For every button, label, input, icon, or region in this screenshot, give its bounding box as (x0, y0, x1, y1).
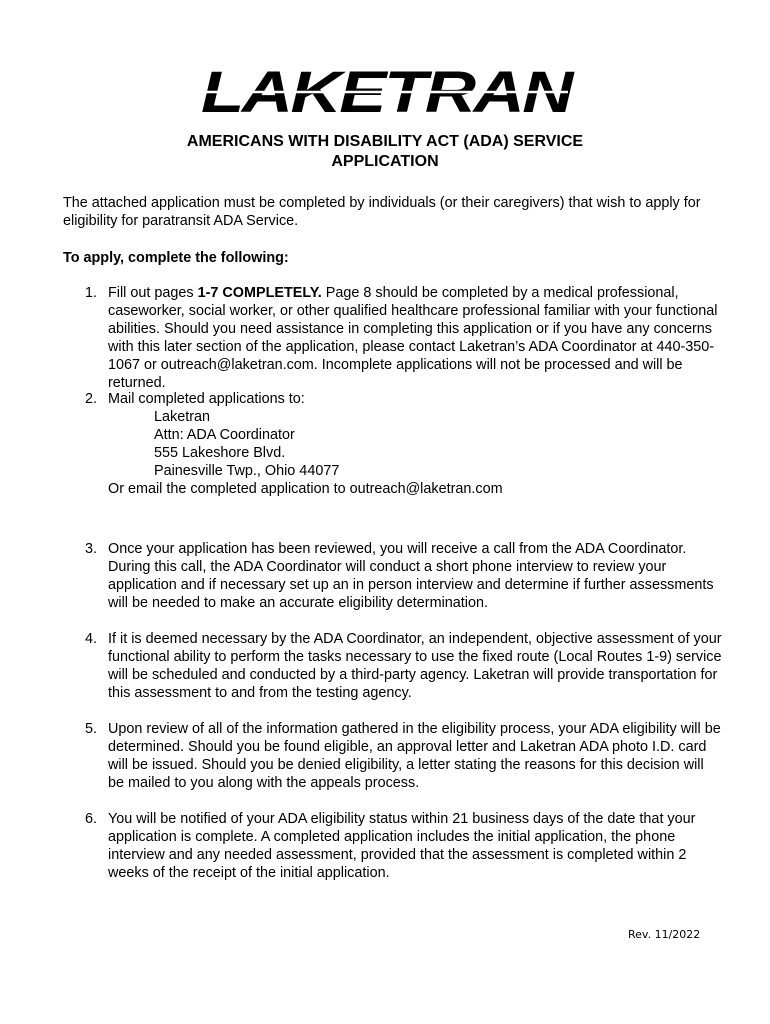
step-text: Once your application has been reviewed, you will receive a call from the ADA Coordinator. During this call, the ADA Coordinator will conduct a short phone interview to review your application and if necessary set up an in person interview and determine if further assessments will be needed to make an accurate eligibility determination. (108, 541, 714, 611)
list-item-step-2 (63, 390, 723, 540)
revision-date: Rev. 11/2022 (628, 928, 701, 941)
laketran-logo (196, 66, 576, 118)
laketran-logo-graphic (196, 66, 576, 118)
step-text-bold: 1-7 COMPLETELY. (197, 285, 322, 301)
intro-paragraph: The attached application must be completed by individuals (or their caregivers) that wish to apply for eligibility for paratransit ADA Service. (63, 195, 701, 229)
address-line-3: 555 Lakeshore Blvd. (154, 445, 286, 461)
step-text: You will be notified of your ADA eligibility status within 21 business days of the date that your application is complete. A completed application includes the initial application, the phone interview and any needed assessment, provided that the assessment is completed within 2 weeks of the receipt of the initial application. (108, 811, 696, 881)
step-number: 3. (85, 541, 98, 557)
step-number: 5. (85, 721, 98, 737)
list-item-step-1 (63, 284, 723, 390)
list-item-step-4 (63, 630, 723, 720)
step-number: 2. (85, 391, 98, 407)
list-item-step-5 (63, 720, 723, 810)
step-text: Mail completed applications to: (108, 391, 305, 407)
address-line-1: Laketran (154, 409, 211, 425)
step-number: 4. (85, 631, 98, 647)
step-number: 6. (85, 811, 98, 827)
address-line-4: Painesville Twp., Ohio 44077 (154, 463, 340, 479)
step-number: 1. (85, 285, 98, 301)
step-text-start: Fill out pages (108, 285, 198, 301)
apply-heading: To apply, complete the following: (63, 250, 289, 266)
step-text-rest: Page 8 should be completed by a medical professional, caseworker, social worker, or other qualified healthcare professional familiar with your functional abilities. Should you need assistance in completing this application or if you have any concerns with this later section of the application, please contact Laketran’s ADA Coordinator at 440-350-1067 or outreach@laketran.com. Incomplete applications will not be processed and will be returned. (108, 285, 718, 391)
page-title (0, 132, 770, 172)
step-text: Upon review of all of the information gathered in the eligibility process, your ADA eligibility will be determined. Should you be found eligible, an approval letter and Laketran ADA photo I.D. card will be issued. Should you be denied eligibility, a letter stating the reasons for this decision will be mailed to you along with the appeals process. (108, 721, 721, 791)
email-instruction: Or email the completed application to outreach@laketran.com (108, 481, 503, 497)
mailing-address (108, 408, 723, 480)
step-text (108, 284, 723, 392)
list-item-step-3 (63, 540, 723, 630)
step-text: If it is deemed necessary by the ADA Coordinator, an independent, objective assessment of your functional ability to perform the tasks necessary to use the fixed route (Local Routes 1-9) service will be scheduled and conducted by a third-party agency. Laketran will provide transportation for this assessment to and from the testing agency. (108, 631, 722, 701)
title-line-2: APPLICATION (331, 153, 439, 170)
steps-list (63, 284, 723, 882)
address-line-2: Attn: ADA Coordinator (154, 427, 295, 443)
list-item-step-6 (63, 810, 723, 882)
laketran-logo-text: LAKETRAN (201, 66, 575, 118)
title-line-1: AMERICANS WITH DISABILITY ACT (ADA) SERVICE (186, 133, 584, 150)
